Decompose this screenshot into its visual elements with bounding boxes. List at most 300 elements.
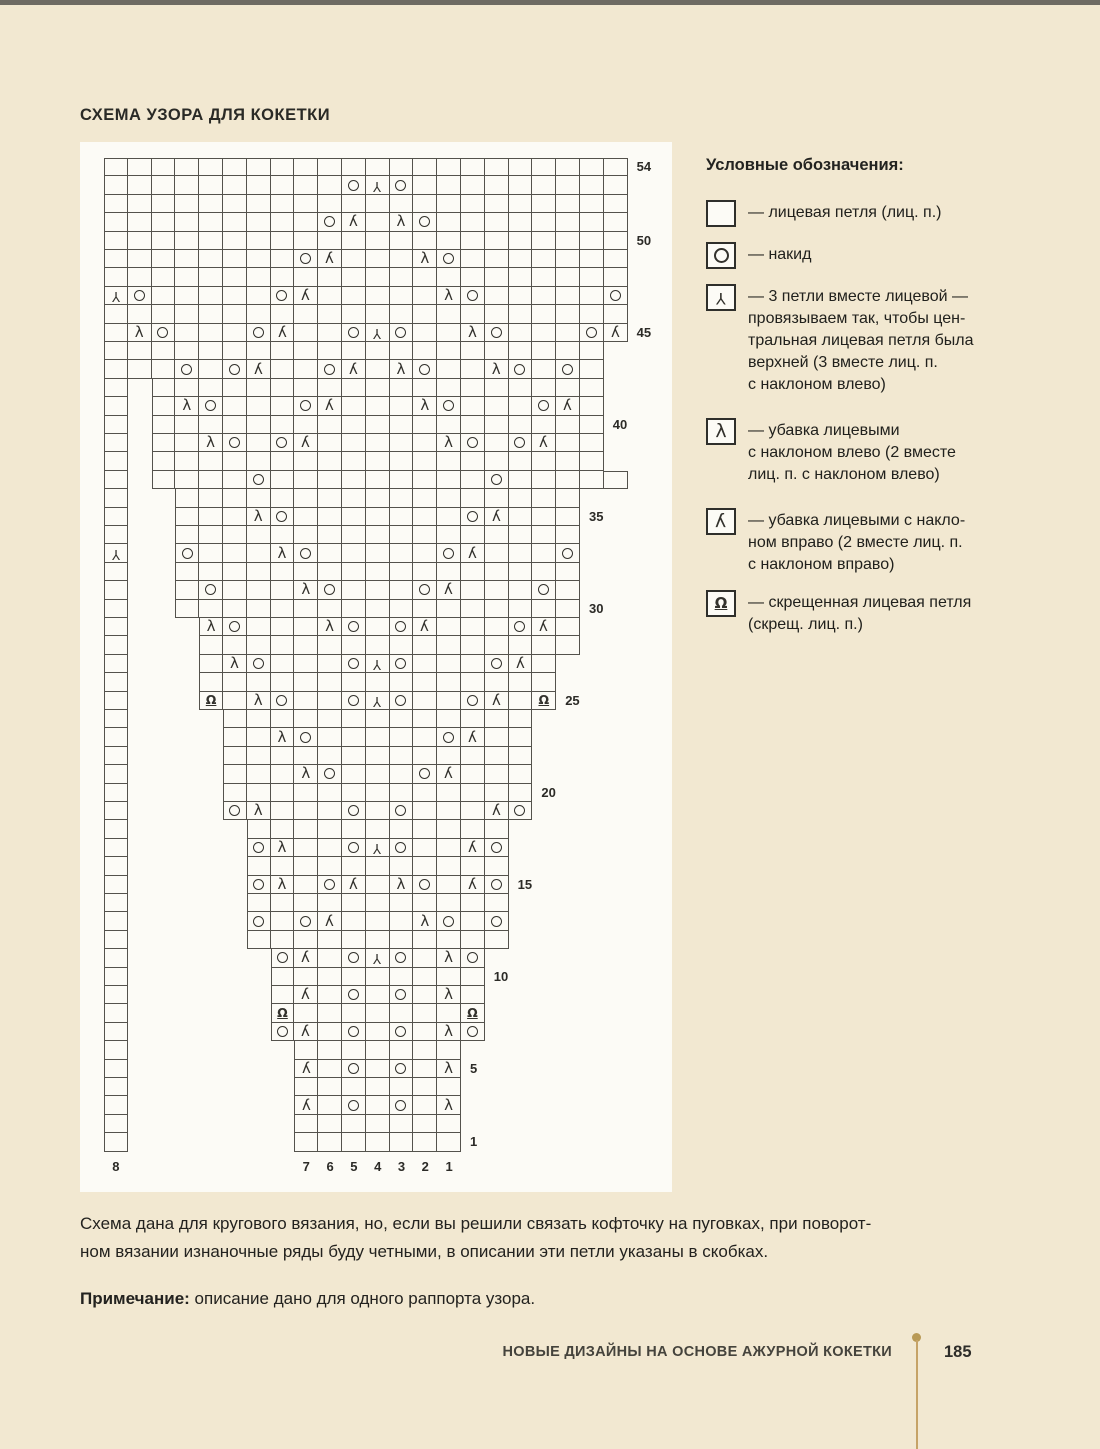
yarnover-icon xyxy=(276,511,287,522)
decrease-left-icon: λ xyxy=(467,322,477,341)
chart-cell xyxy=(294,305,318,323)
chart-cell xyxy=(294,600,318,618)
chart-cell xyxy=(247,416,271,434)
chart-cell xyxy=(437,618,461,636)
chart-cell xyxy=(437,784,461,802)
chart-cell xyxy=(271,452,295,470)
chart-cell xyxy=(485,618,509,636)
chart-cell xyxy=(199,434,223,452)
chart-cell xyxy=(104,1133,128,1151)
chart-cell xyxy=(294,250,318,268)
chart-cell xyxy=(390,544,414,562)
chart-cell xyxy=(199,287,223,305)
chart-cell xyxy=(437,1004,461,1022)
chart-cell xyxy=(199,268,223,286)
yarnover-icon xyxy=(395,842,406,853)
chart-cell xyxy=(152,268,176,286)
decrease-right-icon: λ xyxy=(348,874,358,893)
knitting-chart-grid xyxy=(104,158,652,1174)
chart-cell xyxy=(294,508,318,526)
yarnover-icon xyxy=(395,658,406,669)
chart-cell xyxy=(342,949,366,967)
chart-cell xyxy=(223,692,247,710)
chart-cell xyxy=(223,802,247,820)
chart-cell xyxy=(413,195,437,213)
yarnover-icon xyxy=(610,290,621,301)
three-together-icon: Y xyxy=(373,655,382,671)
chart-cell xyxy=(104,968,128,986)
chart-cell xyxy=(461,379,485,397)
chart-cell xyxy=(413,213,437,231)
chart-cell xyxy=(199,544,223,562)
chart-cell xyxy=(342,1078,366,1096)
chart-cell xyxy=(461,471,485,489)
chart-cell xyxy=(413,968,437,986)
chart-cell xyxy=(223,471,247,489)
yarnover-icon xyxy=(419,879,430,890)
decrease-right-icon: λ xyxy=(467,837,477,856)
chart-cell xyxy=(509,397,533,415)
chart-cell xyxy=(556,636,580,654)
chart-cell xyxy=(342,618,366,636)
chart-cell xyxy=(199,324,223,342)
decrease-right-icon: λ xyxy=(539,617,549,636)
chart-cell xyxy=(413,268,437,286)
chart-cell xyxy=(509,324,533,342)
chart-cell xyxy=(509,747,533,765)
chart-cell xyxy=(413,1041,437,1059)
chart-cell xyxy=(104,563,128,581)
chart-cell xyxy=(104,158,128,176)
chart-cell xyxy=(390,655,414,673)
chart-cell xyxy=(342,1041,366,1059)
chart-cell xyxy=(437,1078,461,1096)
chart-cell xyxy=(390,600,414,618)
chart-cell xyxy=(390,1096,414,1114)
chart-cell xyxy=(152,342,176,360)
chart-cell xyxy=(318,397,342,415)
chart-cell xyxy=(437,710,461,728)
chart-cell xyxy=(104,232,128,250)
chart-cell xyxy=(390,894,414,912)
chart-cell xyxy=(247,213,271,231)
chart-cell xyxy=(413,876,437,894)
chart-cell xyxy=(604,287,628,305)
legend-item-text: — убавка лицевыми с наклоном влево (2 вместе лиц. п. с наклоном влево) xyxy=(748,422,956,483)
chart-cell xyxy=(461,508,485,526)
chart-cell xyxy=(104,949,128,967)
yarnover-icon xyxy=(205,400,216,411)
chart-cell xyxy=(485,287,509,305)
chart-cell xyxy=(271,213,295,231)
chart-cell xyxy=(271,1004,295,1022)
chart-cell xyxy=(199,563,223,581)
chart-cell xyxy=(461,820,485,838)
chart-cell xyxy=(223,397,247,415)
chart-cell xyxy=(509,360,533,378)
chart-cell xyxy=(294,912,318,930)
chart-cell xyxy=(556,397,580,415)
chart-cell xyxy=(461,600,485,618)
chart-cell xyxy=(413,986,437,1004)
chart-cell xyxy=(485,581,509,599)
chart-cell xyxy=(271,747,295,765)
chart-cell xyxy=(437,471,461,489)
chart-cell xyxy=(390,728,414,746)
chart-cell xyxy=(199,158,223,176)
chart-cell xyxy=(532,176,556,194)
chart-cell xyxy=(437,176,461,194)
chart-cell xyxy=(128,360,152,378)
decrease-left-icon: λ xyxy=(206,433,216,452)
chart-cell xyxy=(318,1060,342,1078)
yarnover-icon xyxy=(443,400,454,411)
chart-cell xyxy=(437,342,461,360)
chart-cell xyxy=(509,195,533,213)
chart-cell xyxy=(532,397,556,415)
decrease-left-icon: λ xyxy=(253,801,263,820)
chart-cell xyxy=(318,784,342,802)
decrease-left-icon: λ xyxy=(277,727,287,746)
chart-cell xyxy=(461,876,485,894)
decrease-right-icon: λ xyxy=(610,322,620,341)
yarnover-icon xyxy=(324,216,335,227)
chart-cell xyxy=(461,250,485,268)
chart-cell xyxy=(152,213,176,231)
chart-cell xyxy=(175,379,199,397)
row-number-label: 50 xyxy=(636,232,652,248)
chart-cell xyxy=(461,1004,485,1022)
chart-cell xyxy=(390,968,414,986)
chart-cell xyxy=(461,176,485,194)
chart-cell xyxy=(318,618,342,636)
chart-cell xyxy=(223,434,247,452)
chart-cell xyxy=(318,802,342,820)
chart-cell xyxy=(152,360,176,378)
legend-symbol-box xyxy=(706,508,736,535)
chart-cell xyxy=(175,324,199,342)
yarnover-icon xyxy=(253,327,264,338)
decrease-right-icon: λ xyxy=(715,510,727,532)
chart-cell xyxy=(390,692,414,710)
chart-cell xyxy=(294,581,318,599)
chart-cell xyxy=(366,342,390,360)
chart-cell xyxy=(437,232,461,250)
chart-cell xyxy=(318,195,342,213)
chart-cell xyxy=(318,710,342,728)
chart-cell xyxy=(556,250,580,268)
chart-cell xyxy=(485,526,509,544)
chart-cell xyxy=(390,397,414,415)
legend-symbol-box xyxy=(706,242,736,269)
chart-cell xyxy=(199,636,223,654)
note-text: описание дано для одного раппорта узора. xyxy=(189,1289,536,1308)
chart-cell xyxy=(437,213,461,231)
chart-cell xyxy=(199,618,223,636)
chart-cell xyxy=(223,710,247,728)
chart-cell xyxy=(461,305,485,323)
chart-cell xyxy=(247,802,271,820)
chart-cell xyxy=(556,618,580,636)
chart-cell xyxy=(390,489,414,507)
chart-cell xyxy=(199,397,223,415)
chart-cell xyxy=(318,1133,342,1151)
chart-cell xyxy=(485,434,509,452)
chart-cell xyxy=(318,268,342,286)
yarnover-icon xyxy=(300,253,311,264)
chart-cell xyxy=(294,802,318,820)
chart-cell xyxy=(199,342,223,360)
chart-cell xyxy=(247,342,271,360)
chart-cell xyxy=(175,434,199,452)
decrease-right-icon: λ xyxy=(515,653,525,672)
chart-cell xyxy=(247,765,271,783)
chart-cell xyxy=(342,710,366,728)
chart-cell xyxy=(104,434,128,452)
chart-cell xyxy=(247,397,271,415)
yarnover-icon xyxy=(348,658,359,669)
body-paragraph-line: ном вязании изнаночные ряды буду четными, в описании эти петли указаны в скобках. xyxy=(80,1241,769,1261)
chart-cell xyxy=(294,471,318,489)
chart-cell xyxy=(271,342,295,360)
chart-cell xyxy=(342,802,366,820)
chart-cell xyxy=(390,452,414,470)
yarnover-icon xyxy=(348,1100,359,1111)
chart-cell xyxy=(413,176,437,194)
chart-cell xyxy=(294,158,318,176)
chart-cell xyxy=(318,581,342,599)
chart-cell xyxy=(104,250,128,268)
yarnover-icon xyxy=(348,842,359,853)
yarnover-icon xyxy=(467,290,478,301)
chart-cell xyxy=(366,655,390,673)
chart-cell xyxy=(104,618,128,636)
yarnover-icon xyxy=(395,805,406,816)
chart-cell xyxy=(437,250,461,268)
yarnover-icon xyxy=(253,658,264,669)
three-together-icon: Y xyxy=(111,545,120,561)
chart-cell xyxy=(223,379,247,397)
chart-cell xyxy=(532,232,556,250)
chart-cell xyxy=(366,1023,390,1041)
chart-cell xyxy=(580,471,604,489)
chart-cell xyxy=(318,876,342,894)
chart-cell xyxy=(485,655,509,673)
chart-cell xyxy=(271,416,295,434)
chart-cell xyxy=(247,876,271,894)
yarnover-icon xyxy=(229,621,240,632)
chart-cell xyxy=(556,489,580,507)
chart-cell xyxy=(366,544,390,562)
chart-cell xyxy=(247,894,271,912)
decrease-right-icon: λ xyxy=(467,727,477,746)
chart-cell xyxy=(294,176,318,194)
chart-cell xyxy=(223,508,247,526)
yarnover-icon xyxy=(134,290,145,301)
decrease-right-icon: λ xyxy=(301,433,311,452)
chart-cell xyxy=(271,820,295,838)
chart-cell xyxy=(318,820,342,838)
chart-cell xyxy=(294,747,318,765)
chart-cell xyxy=(342,324,366,342)
chart-cell xyxy=(104,839,128,857)
chart-cell xyxy=(223,747,247,765)
yarnover-icon xyxy=(277,952,288,963)
chart-cell xyxy=(461,158,485,176)
chart-cell xyxy=(223,526,247,544)
chart-cell xyxy=(461,710,485,728)
chart-cell xyxy=(461,728,485,746)
chart-cell xyxy=(318,1078,342,1096)
chart-cell xyxy=(271,324,295,342)
chart-cell xyxy=(509,489,533,507)
chart-cell xyxy=(556,360,580,378)
decrease-right-icon: λ xyxy=(301,985,311,1004)
chart-cell xyxy=(247,710,271,728)
chart-cell xyxy=(413,618,437,636)
chart-cell xyxy=(223,600,247,618)
chart-cell xyxy=(247,673,271,691)
chart-cell xyxy=(390,360,414,378)
legend-item xyxy=(706,418,956,486)
chart-cell xyxy=(437,1060,461,1078)
chart-cell xyxy=(318,600,342,618)
chart-cell xyxy=(318,1041,342,1059)
chart-cell xyxy=(580,452,604,470)
chart-cell xyxy=(437,931,461,949)
decrease-right-icon: λ xyxy=(301,1058,311,1077)
chart-cell xyxy=(485,747,509,765)
three-together-icon: Y xyxy=(373,177,382,193)
chart-cell xyxy=(437,397,461,415)
chart-cell xyxy=(390,636,414,654)
chart-cell xyxy=(437,287,461,305)
chart-cell xyxy=(413,324,437,342)
chart-cell xyxy=(437,434,461,452)
decrease-left-icon: λ xyxy=(134,322,144,341)
chart-cell xyxy=(604,250,628,268)
decrease-right-icon: λ xyxy=(444,580,454,599)
chart-cell xyxy=(413,287,437,305)
chart-cell xyxy=(366,784,390,802)
chart-cell xyxy=(175,416,199,434)
chart-cell xyxy=(223,268,247,286)
chart-cell xyxy=(342,636,366,654)
decrease-right-icon: λ xyxy=(348,359,358,378)
chart-cell xyxy=(413,839,437,857)
chart-cell xyxy=(271,728,295,746)
chart-cell xyxy=(509,802,533,820)
yarnover-icon xyxy=(300,400,311,411)
chart-cell xyxy=(366,802,390,820)
chart-cell xyxy=(271,636,295,654)
chart-cell xyxy=(342,158,366,176)
chart-cell xyxy=(342,434,366,452)
chart-cell xyxy=(342,1004,366,1022)
twisted-stitch-icon: Ω xyxy=(538,692,550,708)
chart-cell xyxy=(461,268,485,286)
chart-cell xyxy=(271,931,295,949)
chart-cell xyxy=(223,636,247,654)
yarnover-icon xyxy=(395,1063,406,1074)
chart-cell xyxy=(556,176,580,194)
chart-cell xyxy=(294,784,318,802)
twisted-stitch-icon: Ω xyxy=(714,594,728,612)
chart-cell xyxy=(104,544,128,562)
chart-cell xyxy=(342,728,366,746)
chart-cell xyxy=(342,600,366,618)
chart-cell xyxy=(509,305,533,323)
chart-cell xyxy=(271,784,295,802)
chart-cell xyxy=(390,1078,414,1096)
chart-cell xyxy=(390,324,414,342)
chart-cell xyxy=(247,471,271,489)
yarnover-icon xyxy=(395,327,406,338)
chart-cell xyxy=(461,526,485,544)
chart-cell xyxy=(461,232,485,250)
chart-cell xyxy=(437,894,461,912)
chart-cell xyxy=(461,360,485,378)
legend-item-text: — убавка лицевыми с накло- ном вправо (2 вместе лиц. п. с наклоном вправо) xyxy=(748,512,966,573)
legend-item-text: — 3 петли вместе лицевой — провязываем так, чтобы цен- тральная лицевая петля была верхней (3 вместе лиц. п. с наклоном влево) xyxy=(748,288,974,393)
chart-cell xyxy=(294,342,318,360)
chart-cell xyxy=(104,176,128,194)
chart-cell xyxy=(294,489,318,507)
chart-cell xyxy=(294,360,318,378)
chart-cell xyxy=(342,1096,366,1114)
chart-cell xyxy=(342,857,366,875)
twisted-stitch-icon: Ω xyxy=(277,1004,288,1020)
chart-cell xyxy=(342,581,366,599)
chart-cell xyxy=(104,728,128,746)
chart-cell xyxy=(342,692,366,710)
chart-cell xyxy=(485,250,509,268)
chart-cell xyxy=(556,158,580,176)
chart-cell xyxy=(104,581,128,599)
chart-cell xyxy=(294,894,318,912)
chart-cell xyxy=(152,176,176,194)
decrease-left-icon: λ xyxy=(182,396,192,415)
chart-cell xyxy=(104,636,128,654)
decrease-left-icon: λ xyxy=(277,837,287,856)
page-top-edge-bar xyxy=(0,0,1100,5)
chart-cell xyxy=(413,784,437,802)
chart-cell xyxy=(532,416,556,434)
chart-cell xyxy=(294,986,318,1004)
chart-cell xyxy=(413,894,437,912)
chart-cell xyxy=(152,434,176,452)
yarnover-icon xyxy=(395,621,406,632)
chart-cell xyxy=(413,655,437,673)
decrease-right-icon: λ xyxy=(301,285,311,304)
chart-cell xyxy=(366,324,390,342)
chart-cell xyxy=(247,158,271,176)
chart-cell xyxy=(271,912,295,930)
chart-cell xyxy=(104,784,128,802)
chart-cell xyxy=(556,213,580,231)
three-together-icon: Y xyxy=(716,288,726,308)
chart-cell xyxy=(390,747,414,765)
yarnover-icon xyxy=(419,768,430,779)
chart-cell xyxy=(485,452,509,470)
chart-cell xyxy=(199,416,223,434)
chart-cell xyxy=(580,397,604,415)
chart-cell xyxy=(318,213,342,231)
chart-cell xyxy=(318,471,342,489)
chart-cell xyxy=(342,471,366,489)
chart-cell xyxy=(247,360,271,378)
chart-cell xyxy=(152,232,176,250)
